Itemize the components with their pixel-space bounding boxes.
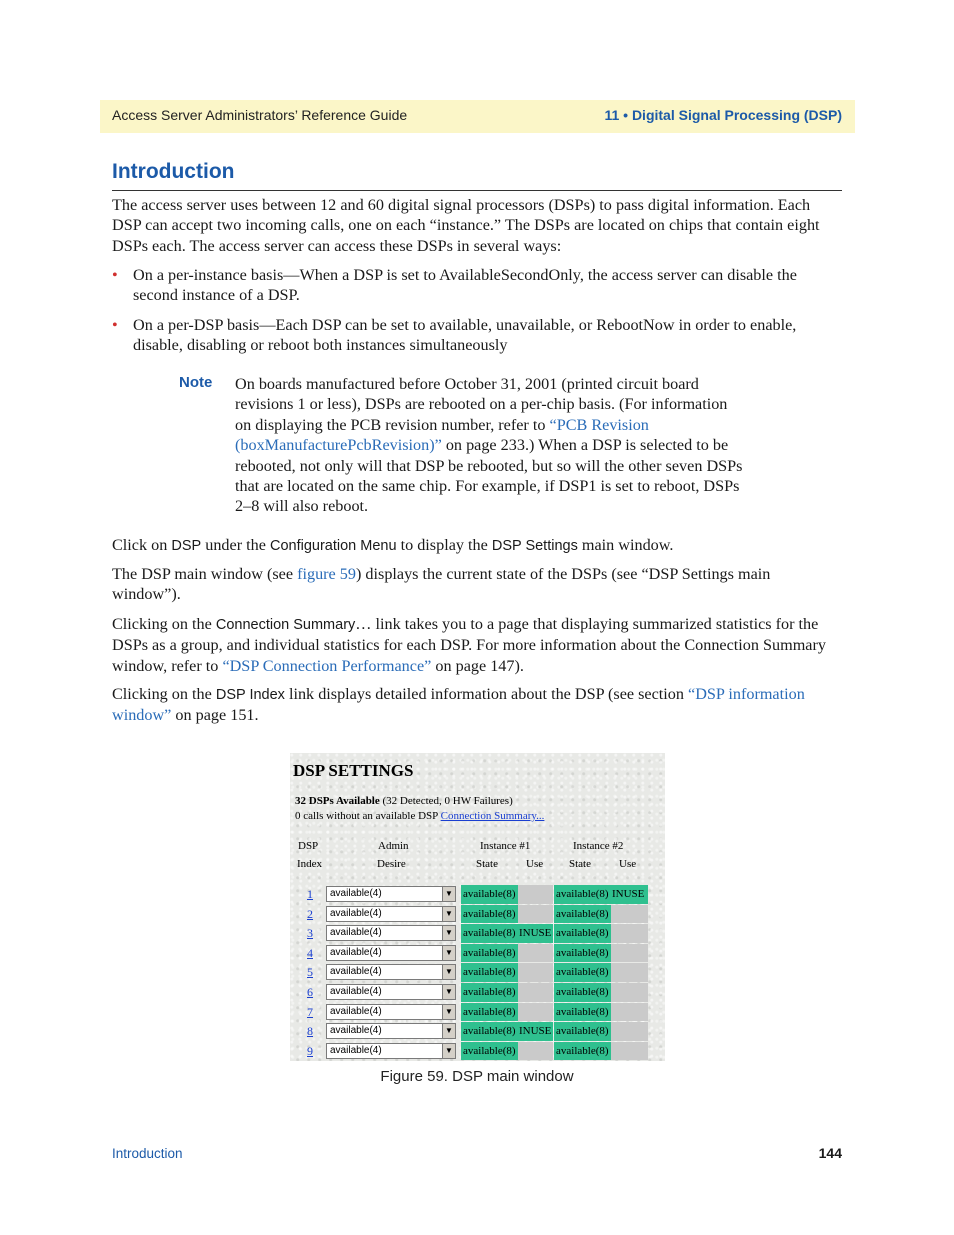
instance-2-use (611, 1022, 648, 1041)
header-chapter-title: 11 • Digital Signal Processing (DSP) (604, 107, 842, 123)
col-header-use-2: Use (619, 858, 637, 870)
instance-2-state: available(8) (554, 885, 611, 904)
chevron-down-icon[interactable]: ▼ (442, 926, 455, 940)
dsp-row (290, 1042, 665, 1061)
running-header (100, 100, 855, 133)
chevron-down-icon[interactable]: ▼ (442, 946, 455, 960)
footer-section: Introduction (112, 1146, 183, 1161)
section-title: Introduction (112, 160, 235, 183)
instance-1-use (518, 885, 553, 904)
pcb-revision-link[interactable]: “PCB Revision (boxManufacturePcbRevision)” (235, 415, 649, 455)
paragraph-click-dsp (112, 535, 842, 556)
instance-2-state: available(8) (554, 1003, 611, 1022)
instance-1-state: available(8) (461, 905, 518, 924)
figure-title: DSP SETTINGS (293, 761, 414, 780)
dsp-row (290, 983, 665, 1003)
admin-desire-select[interactable] (326, 1023, 456, 1039)
instance-2-use (611, 924, 648, 943)
admin-desire-value: available(4) (330, 1005, 382, 1017)
dsp-detected-summary: (32 Detected, 0 HW Failures) (379, 795, 513, 807)
paragraph-connection-summary (112, 614, 842, 676)
bullet-dot-icon: • (112, 266, 118, 284)
admin-desire-value: available(4) (330, 1025, 382, 1037)
dsp-row (290, 1022, 665, 1042)
header-guide-title: Access Server Administrators’ Reference Guide (112, 107, 408, 123)
instance-2-state: available(8) (554, 1022, 611, 1041)
instance-2-use: INUSE (611, 885, 648, 904)
text-run: Clicking on the (112, 615, 216, 633)
col-header-instance-1: Instance #1 (480, 840, 531, 852)
dsp-row (290, 1003, 665, 1023)
instance-1-state: available(8) (461, 924, 518, 943)
instance-1-use (518, 1042, 553, 1061)
dsp-connection-performance-link[interactable]: “DSP Connection Performance” (222, 656, 432, 675)
chevron-down-icon[interactable]: ▼ (442, 985, 455, 999)
chevron-down-icon[interactable]: ▼ (442, 1044, 455, 1058)
dsp-settings-figure (290, 753, 665, 1061)
admin-desire-value: available(4) (330, 1044, 382, 1056)
col-header-index: Index (297, 858, 323, 870)
instance-1-state: available(8) (461, 983, 518, 1002)
note-label: Note (179, 374, 213, 391)
chevron-down-icon[interactable]: ▼ (442, 965, 455, 979)
instance-1-use: INUSE (518, 1022, 553, 1041)
bullet-dot-icon: • (112, 316, 118, 334)
dsp-index-link[interactable]: 2 (307, 906, 313, 921)
admin-desire-select[interactable] (326, 964, 456, 980)
ui-term-dsp-index: DSP Index (215, 687, 285, 703)
figure-59-link[interactable]: figure 59 (297, 565, 356, 583)
dsp-index-link[interactable]: 4 (307, 945, 313, 960)
admin-desire-select[interactable] (326, 945, 456, 961)
admin-desire-select[interactable] (326, 1043, 456, 1059)
dsp-row (290, 885, 665, 905)
col-header-state-1: State (476, 858, 498, 870)
dsp-index-link[interactable]: 6 (307, 985, 313, 999)
col-header-admin: Admin (378, 840, 409, 852)
admin-desire-select[interactable] (326, 886, 456, 902)
instance-1-state: available(8) (461, 963, 518, 982)
instance-1-use (518, 963, 553, 982)
bullet-text: On a per-instance basis—When a DSP is set to AvailableSecondOnly, the access server can disable the second instance of a DSP. (133, 266, 797, 305)
instance-2-use (611, 1003, 648, 1022)
dsp-available-count: 32 DSPs Available (295, 795, 380, 807)
admin-desire-value: available(4) (330, 927, 382, 939)
instance-2-state: available(8) (554, 944, 611, 963)
instance-1-use (518, 1003, 553, 1022)
note-text-part: on page 233.) When a DSP is selected to be rebooted, not only will that DSP be rebooted, but so will the other seven DSPs that are located on the same chip. For example, if DSP1 is set to reboot, DSPs 2–8 will also reboot. (235, 436, 743, 516)
admin-desire-value: available(4) (330, 986, 382, 997)
page-number: 144 (818, 1145, 842, 1161)
col-header-instance-2: Instance #2 (573, 840, 624, 852)
chevron-down-icon[interactable]: ▼ (442, 1024, 455, 1038)
instance-2-use (611, 1042, 648, 1061)
instance-2-state: available(8) (554, 963, 611, 982)
dsp-row (290, 963, 665, 983)
col-header-desire: Desire (377, 858, 406, 870)
note-text (235, 374, 745, 517)
dsp-row (290, 944, 665, 964)
dsp-row (290, 924, 665, 944)
admin-desire-value: available(4) (330, 946, 382, 958)
dsp-index-link[interactable]: 8 (307, 1024, 313, 1039)
dsp-index-link[interactable]: 1 (307, 887, 313, 901)
title-rule (112, 190, 842, 191)
ui-term-dsp: DSP (171, 538, 202, 554)
text-run: link displays detailed information about the DSP (see section (284, 685, 689, 703)
text-run: on page 147). (431, 656, 524, 675)
col-header-dsp: DSP (298, 840, 319, 852)
admin-desire-select[interactable] (326, 1004, 456, 1020)
chevron-down-icon[interactable]: ▼ (442, 907, 455, 921)
calls-text: 0 calls without an available DSP (295, 810, 441, 822)
text-run: Clicking on the (112, 685, 216, 703)
instance-1-state: available(8) (461, 1022, 518, 1041)
col-header-use-1: Use (526, 858, 544, 870)
text-run: … link takes you to a page that displaying summarized statistics for the DSPs as a group, and individual statistics for each DSP. For more information about the Connection Summary window, refer to (112, 615, 826, 675)
instance-2-use (611, 944, 648, 963)
dsp-information-window-link[interactable]: “DSP information window” (112, 685, 805, 725)
instance-2-state: available(8) (554, 983, 611, 1002)
bullet-text: On a per-DSP basis—Each DSP can be set to available, unavailable, or RebootNow in order to enable, disable, disabling or reboot both instances simultaneously (133, 316, 797, 355)
admin-desire-value: available(4) (330, 966, 382, 978)
instance-1-use (518, 944, 553, 963)
instance-2-state: available(8) (554, 1042, 611, 1061)
dsp-index-link[interactable]: 3 (307, 926, 313, 941)
paragraph-dsp-index (112, 684, 842, 726)
dsp-row (290, 905, 665, 925)
col-header-state-2: State (569, 858, 591, 870)
figure-caption: Figure 59. DSP main window (380, 1068, 574, 1085)
chevron-down-icon[interactable]: ▼ (442, 887, 455, 901)
admin-desire-select[interactable] (326, 925, 456, 941)
instance-1-use (518, 983, 553, 1002)
connection-summary-link[interactable]: Connection Summary... (440, 810, 545, 822)
text-run: under the (201, 536, 270, 554)
instance-1-use: INUSE (518, 924, 553, 943)
text-run: main window. (577, 536, 674, 554)
instance-1-state: available(8) (461, 1003, 518, 1022)
dsp-index-link[interactable]: 5 (307, 965, 313, 980)
intro-paragraph: The access server uses between 12 and 60 digital signal processors (DSPs) to pass digital information. Each DSP can accept two incoming calls, one on each “instance.” The DSPs are located on chips that contain eight DSPs each. The access server can access these DSPs in several ways: (112, 196, 820, 255)
text-run: ) displays the current state of the DSPs (see “DSP Settings main window”). (112, 565, 771, 604)
text-run: on page 151. (171, 706, 259, 725)
instance-1-state: available(8) (461, 1042, 518, 1061)
chevron-down-icon[interactable]: ▼ (442, 1005, 455, 1019)
instance-1-use (518, 905, 553, 924)
dsp-index-link[interactable]: 9 (307, 1043, 313, 1058)
ui-term-dsp-settings: DSP Settings (491, 538, 578, 554)
instance-2-use (611, 963, 648, 982)
ui-term-configuration-menu: Configuration Menu (269, 538, 397, 554)
text-run: to display the (396, 536, 492, 554)
instance-2-state: available(8) (554, 924, 611, 943)
admin-desire-value: available(4) (330, 907, 382, 919)
instance-1-state: available(8) (461, 885, 518, 904)
dsp-availability-line (295, 795, 513, 807)
calls-line (295, 810, 544, 822)
instance-2-use (611, 905, 648, 924)
text-run: Click on (112, 536, 172, 554)
instance-2-use (611, 983, 648, 1002)
instance-1-state: available(8) (461, 944, 518, 963)
admin-desire-value: available(4) (330, 888, 382, 899)
text-run: The DSP main window (see (112, 565, 298, 583)
admin-desire-select[interactable] (326, 906, 456, 922)
dsp-index-link[interactable]: 7 (307, 1004, 313, 1019)
paragraph-main-window (112, 564, 842, 605)
instance-2-state: available(8) (554, 905, 611, 924)
ui-term-connection-summary: Connection Summary (215, 617, 356, 633)
note-text-part: On boards manufactured before October 31, 2001 (printed circuit board revisions 1 or less), DSPs are rebooted on a per-chip basis. (For information on displaying the PCB revision number, refer to (235, 375, 728, 434)
admin-desire-select[interactable] (326, 984, 456, 1000)
